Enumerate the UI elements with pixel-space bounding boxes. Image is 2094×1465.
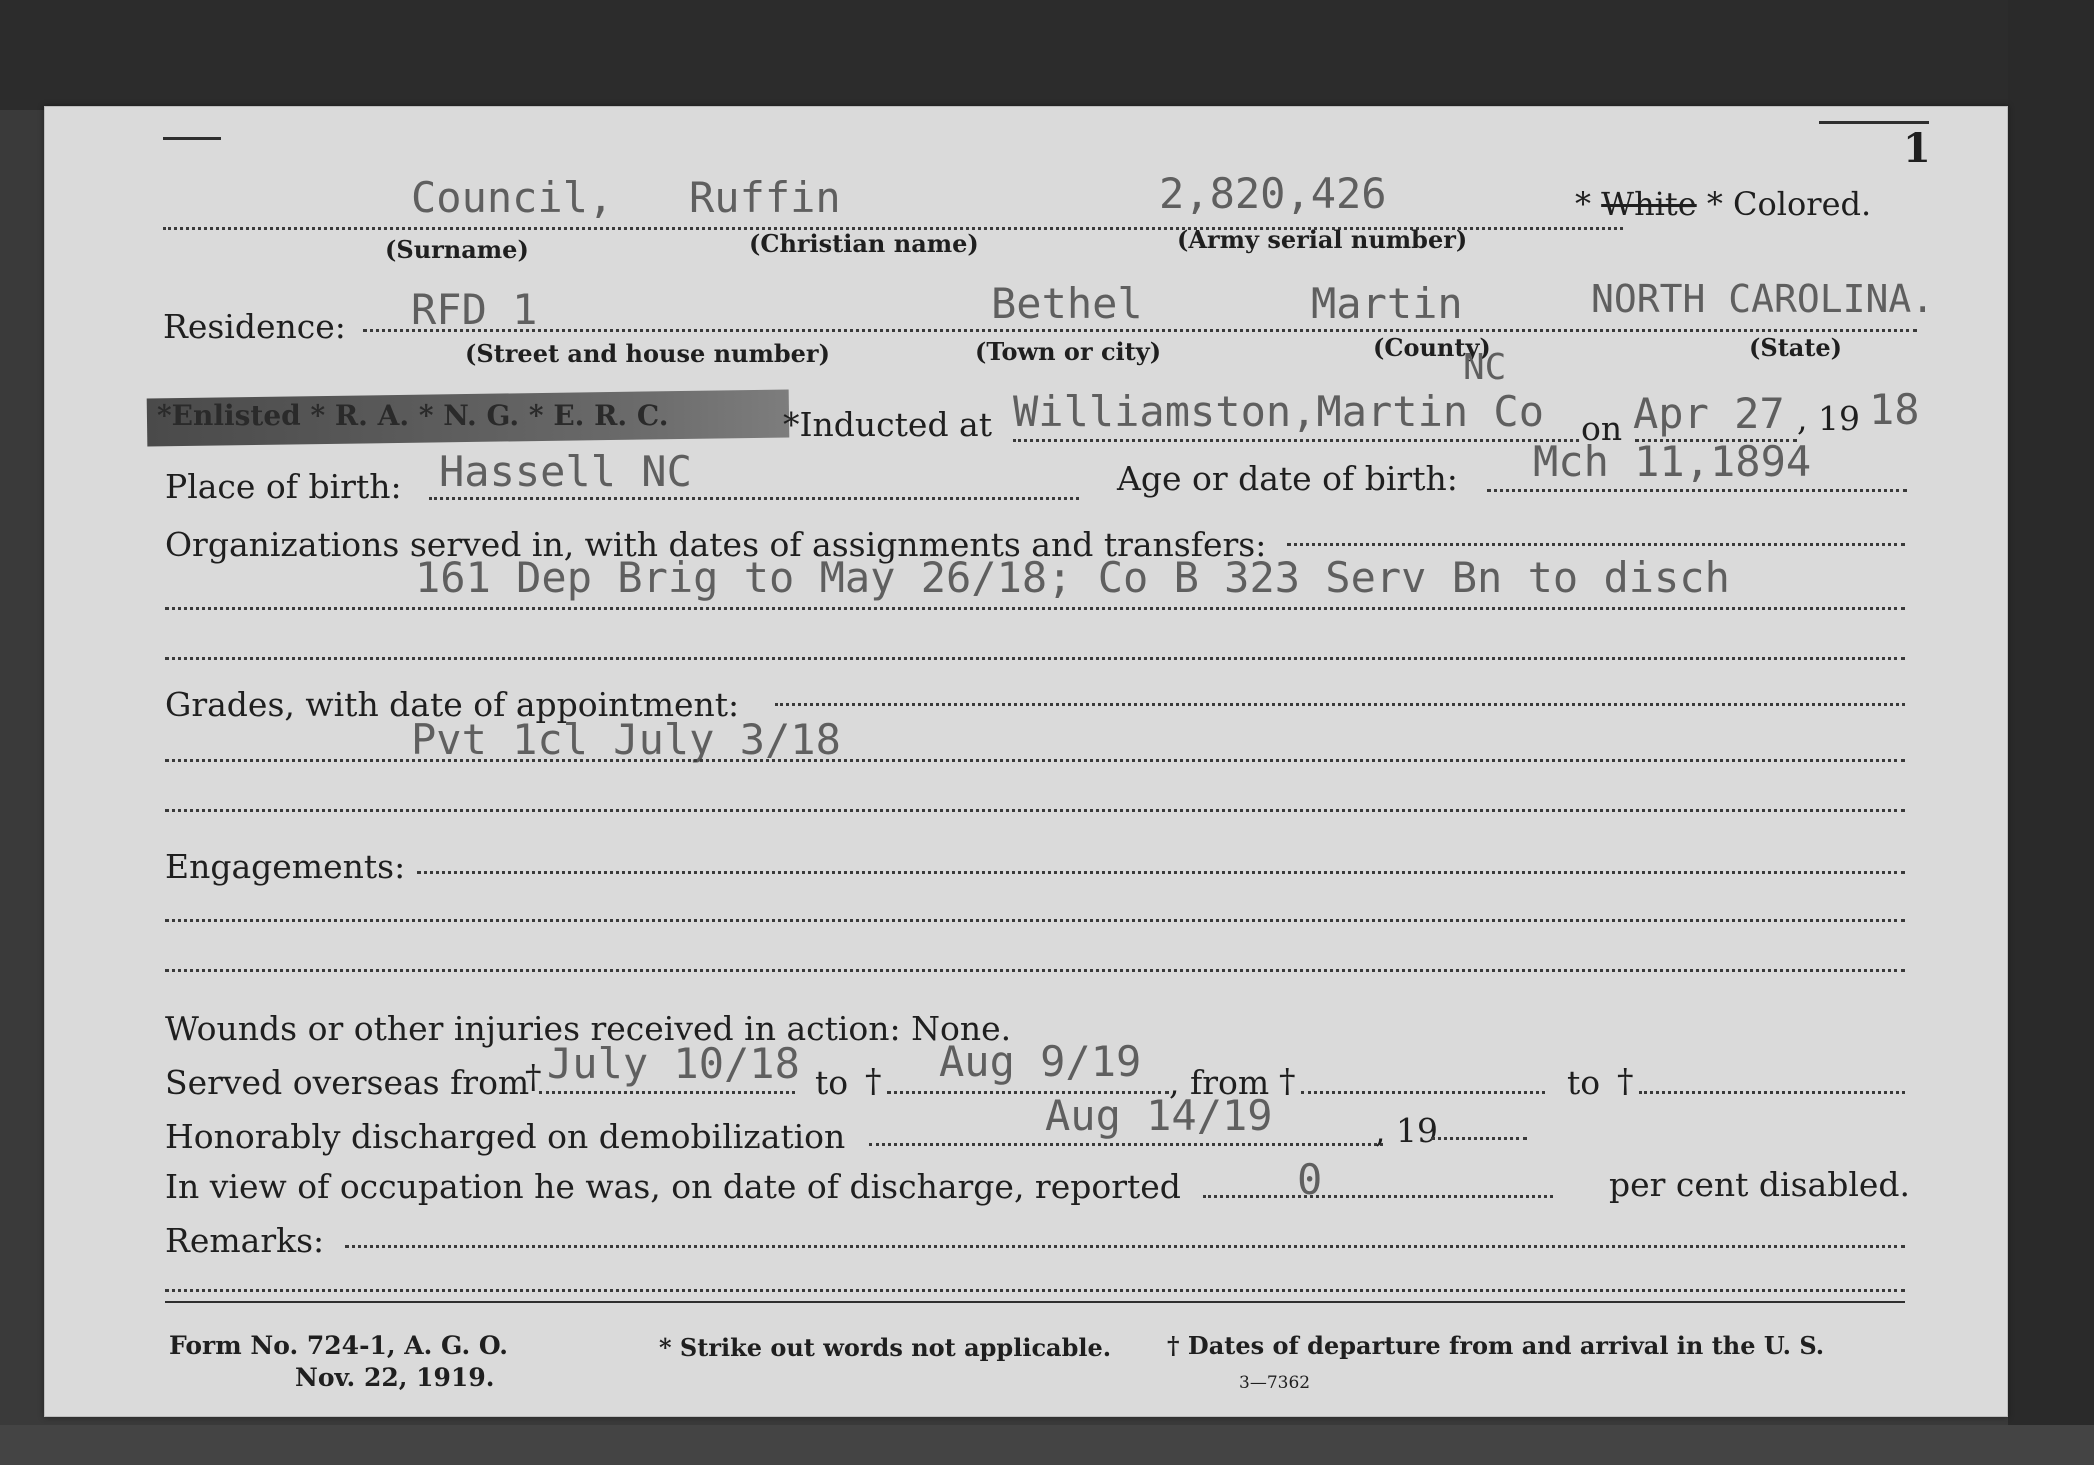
town-caption: (Town or city) xyxy=(975,337,1162,366)
inducted-year-value: 18 xyxy=(1869,385,1920,434)
serial-number-value: 2,820,426 xyxy=(1159,169,1387,218)
organizations-line-0 xyxy=(1287,543,1905,546)
overseas-from-line-2 xyxy=(1301,1091,1545,1094)
overseas-to-label: to xyxy=(815,1063,849,1102)
birth-place-value: Hassell NC xyxy=(439,447,692,496)
scan-background-top xyxy=(0,0,2094,110)
race-field xyxy=(1575,185,1871,223)
overseas-from-line xyxy=(539,1091,795,1094)
birth-date-line xyxy=(1487,489,1907,492)
occupation-label: In view of occupation he was, on date of discharge, reported xyxy=(165,1167,1181,1206)
per-cent-label: per cent disabled. xyxy=(1609,1165,1911,1204)
county-value: Martin xyxy=(1311,279,1463,328)
engagements-line-2 xyxy=(165,969,1905,972)
serial-number-caption: (Army serial number) xyxy=(1177,225,1468,254)
remarks-line-0 xyxy=(345,1245,1905,1248)
overseas-dagger-3: † xyxy=(1279,1061,1296,1100)
grades-line-2 xyxy=(165,809,1905,812)
grades-label: Grades, with date of appointment: xyxy=(165,685,740,724)
enlisted-options-text: *Enlisted * R. A. * N. G. * E. R. C. xyxy=(157,399,669,432)
overseas-to-value: Aug 9/19 xyxy=(939,1037,1142,1086)
corner-rule-right xyxy=(1819,121,1929,124)
remarks-label: Remarks: xyxy=(165,1221,325,1260)
state-caption: (State) xyxy=(1749,333,1843,362)
street-value: RFD 1 xyxy=(411,285,538,334)
birth-place-label: Place of birth: xyxy=(165,467,402,506)
overseas-to-line-2 xyxy=(1639,1091,1905,1094)
discharged-year-label: , 19 xyxy=(1375,1111,1438,1150)
inducted-date-value: Apr 27 xyxy=(1633,389,1785,438)
form-date: Nov. 22, 1919. xyxy=(295,1363,495,1392)
engagements-label: Engagements: xyxy=(165,847,406,886)
overseas-from-label-2: , from xyxy=(1169,1063,1270,1102)
overseas-label: Served overseas from xyxy=(165,1063,530,1102)
footnote-dates: † Dates of departure from and arrival in the U. S. xyxy=(1167,1331,1825,1360)
inducted-place-value: Williamston,Martin Co xyxy=(1013,387,1545,436)
service-record-card xyxy=(44,106,2008,1417)
race-prefix: * xyxy=(1575,185,1602,223)
discharged-date-value: Aug 14/19 xyxy=(1045,1091,1273,1140)
residence-line xyxy=(363,329,1917,332)
birth-date-value: Mch 11,1894 xyxy=(1533,437,1812,486)
town-value: Bethel xyxy=(991,279,1143,328)
corner-rule-left xyxy=(163,137,221,140)
inducted-state-value: NC xyxy=(1463,347,1507,388)
surname-value: Council, xyxy=(411,173,614,222)
footnote-strike: * Strike out words not applicable. xyxy=(659,1333,1112,1362)
race-white-struck: White xyxy=(1601,185,1697,223)
overseas-dagger-1: † xyxy=(525,1057,542,1096)
christian-name-value: Ruffin xyxy=(689,173,841,222)
form-number: Form No. 724-1, A. G. O. xyxy=(169,1331,508,1360)
grades-value: Pvt 1cl July 3/18 xyxy=(411,715,841,764)
street-caption: (Street and house number) xyxy=(465,339,830,368)
overseas-to-label-2: to xyxy=(1567,1063,1601,1102)
grades-line-1 xyxy=(165,759,1905,762)
christian-name-caption: (Christian name) xyxy=(749,229,979,258)
wounds-label: Wounds or other injuries received in action: None. xyxy=(165,1009,1012,1048)
overseas-from-value: July 10/18 xyxy=(547,1039,800,1088)
discharged-year-line xyxy=(1431,1137,1527,1140)
organizations-label: Organizations served in, with dates of assignments and transfers: xyxy=(165,525,1267,564)
scan-background-bottom xyxy=(0,1425,2094,1465)
engagements-line-1 xyxy=(165,919,1905,922)
organizations-line-1 xyxy=(165,607,1905,610)
age-label: Age or date of birth: xyxy=(1117,459,1458,498)
grades-line-0 xyxy=(775,703,1905,706)
inducted-year-prefix: , 19 xyxy=(1797,399,1860,438)
inducted-label: *Inducted at xyxy=(783,405,992,444)
residence-label: Residence: xyxy=(163,307,346,346)
inducted-place-line xyxy=(1013,439,1579,442)
footer-rule xyxy=(165,1301,1905,1303)
overseas-dagger-2: † xyxy=(865,1061,882,1100)
state-value: NORTH CAROLINA. xyxy=(1591,277,1935,321)
birth-place-line xyxy=(429,497,1079,500)
scan-background-right xyxy=(2008,0,2094,1465)
county-caption: (County) xyxy=(1373,333,1491,362)
organizations-value: 161 Dep Brig to May 26/18; Co B 323 Serv Bn to disch xyxy=(415,553,1730,602)
inducted-on-label: on xyxy=(1581,409,1623,448)
disabled-percent-value: 0 xyxy=(1297,1155,1323,1204)
print-code: 3—7362 xyxy=(1239,1373,1311,1393)
remarks-line-1 xyxy=(165,1289,1905,1292)
discharged-label: Honorably discharged on demobilization xyxy=(165,1117,846,1156)
surname-caption: (Surname) xyxy=(385,235,529,264)
discharged-date-line xyxy=(869,1143,1383,1146)
engagements-line-0 xyxy=(417,871,1905,874)
disabled-line xyxy=(1203,1195,1553,1198)
overseas-dagger-4: † xyxy=(1617,1061,1634,1100)
organizations-line-2 xyxy=(165,657,1905,660)
page-number: 1 xyxy=(1903,125,1931,172)
race-colored: * Colored. xyxy=(1706,185,1872,223)
